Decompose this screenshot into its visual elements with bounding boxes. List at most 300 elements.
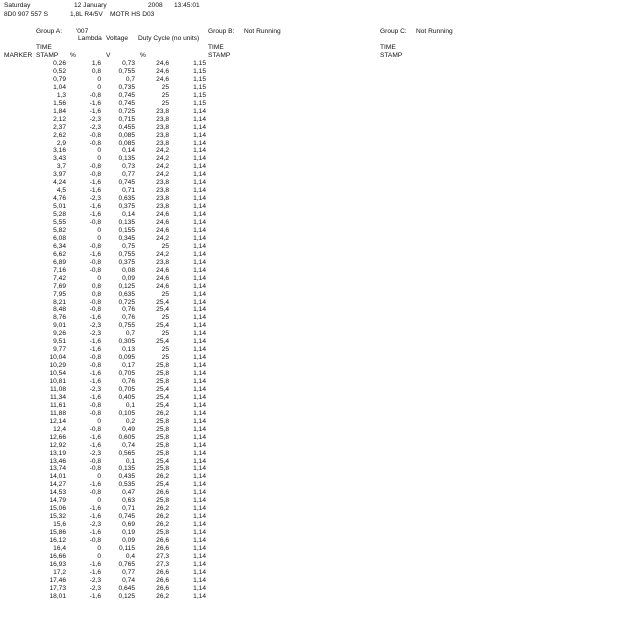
table-row [0,228,220,236]
header-year: 2008 [148,2,163,9]
duty-cycle-cell: 26,2 [156,513,169,521]
extra-cell: 1,14 [193,584,206,592]
extra-cell: 1,14 [193,330,206,338]
time-stamp-cell: 11,61 [49,401,66,409]
duty-cycle-cell: 24,2 [156,147,169,155]
extra-cell: 1,14 [193,171,206,179]
lambda-cell: -0,8 [89,258,101,266]
duty-cycle-cell: 26,6 [156,537,169,544]
voltage-cell: 0,74 [122,576,135,584]
duty-cycle-cell: 26,2 [156,505,169,513]
time-stamp-cell: 0,26 [53,60,66,67]
extra-cell: 1,14 [193,258,206,266]
lambda-cell: -1,6 [89,433,101,441]
time-stamp-cell: 1,84 [53,107,66,115]
lambda-cell: -1,6 [89,378,101,385]
voltage-cell: 0,69 [122,521,135,529]
voltage-cell: 0,1 [125,401,135,409]
extra-cell: 1,14 [193,187,206,195]
time-stamp-cell: 13,74 [49,465,66,473]
lambda-cell: 0,8 [91,290,101,298]
time-stamp-cell: 12,4 [53,425,66,433]
lambda-cell: -1,6 [89,560,101,568]
voltage-cell: 0,745 [118,99,135,107]
table-row [0,339,220,347]
time-stamp-cell: 12,66 [49,433,66,441]
header-part-number: 8D0 907 557 S [4,11,48,18]
voltage-cell: 0,77 [122,171,135,179]
extra-cell: 1,14 [193,513,206,521]
col-unit-v: V [106,52,111,59]
extra-cell: 1,14 [193,529,206,537]
time-stamp-cell: 6,89 [53,258,66,266]
extra-cell: 1,14 [193,473,206,481]
time-stamp-cell: 16,66 [49,552,66,560]
duty-cycle-cell: 25 [161,354,169,362]
duty-cycle-cell: 25,8 [156,529,169,537]
voltage-cell: 0,755 [118,322,135,330]
voltage-cell: 0,345 [118,234,135,242]
col-stamp-b: STAMP [208,52,231,59]
extra-cell: 1,14 [193,362,206,370]
duty-cycle-cell: 23,8 [156,179,169,187]
extra-cell: 1,14 [193,123,206,131]
lambda-cell: -0,8 [89,401,101,409]
voltage-cell: 0,745 [118,179,135,187]
lambda-cell: -0,8 [89,171,101,179]
duty-cycle-cell: 25,4 [156,457,169,465]
time-stamp-cell: 15,86 [49,529,66,537]
duty-cycle-cell: 27,3 [156,552,169,560]
duty-cycle-cell: 23,8 [156,107,169,115]
lambda-cell: -1,6 [89,513,101,521]
table-row [0,236,220,244]
lambda-cell: -0,8 [89,465,101,473]
lambda-cell: 0 [97,75,101,83]
duty-cycle-cell: 23,8 [156,123,169,131]
duty-cycle-cell: 25 [161,83,169,91]
voltage-cell: 0,19 [122,529,135,537]
voltage-cell: 0,49 [122,425,135,433]
duty-cycle-cell: 25,4 [156,393,169,401]
table-row [0,69,220,77]
voltage-cell: 0,76 [122,314,135,322]
voltage-cell: 0,755 [118,67,135,75]
table-row [0,443,220,451]
time-stamp-cell: 1,3 [56,91,66,99]
group-b-label: Group B: [208,28,235,35]
time-stamp-cell: 3,43 [53,155,66,163]
time-stamp-cell: 2,9 [56,139,66,147]
duty-cycle-cell: 25,8 [156,425,169,433]
lambda-cell: -0,8 [89,91,101,99]
extra-cell: 1,14 [193,425,206,433]
time-stamp-cell: 15,6 [53,521,66,529]
table-row [0,125,220,133]
voltage-cell: 0,14 [122,147,135,155]
table-row [0,538,220,546]
table-row [0,451,220,459]
duty-cycle-cell: 24,2 [156,163,169,171]
voltage-cell: 0,1 [125,457,135,465]
lambda-cell: -1,6 [89,505,101,513]
duty-cycle-cell: 26,6 [156,576,169,584]
time-stamp-cell: 14,01 [49,473,66,481]
time-stamp-cell: 2,62 [53,131,66,139]
table-row [0,85,220,93]
extra-cell: 1,14 [193,409,206,417]
lambda-cell: -0,8 [89,425,101,433]
duty-cycle-cell: 27,3 [156,560,169,568]
duty-cycle-cell: 25 [161,290,169,298]
lambda-cell: -2,3 [89,521,101,529]
extra-cell: 1,14 [193,338,206,346]
lambda-cell: 0 [97,147,101,155]
time-stamp-cell: 16,12 [49,537,66,544]
voltage-cell: 0,765 [118,560,135,568]
lambda-cell: -0,8 [89,266,101,274]
lambda-cell: -2,3 [89,576,101,584]
extra-cell: 1,14 [193,393,206,401]
lambda-cell: 0 [97,417,101,425]
duty-cycle-cell: 26,2 [156,473,169,481]
table-row [0,403,220,411]
table-row [0,466,220,474]
lambda-cell: -1,6 [89,99,101,107]
col-duty-cycle: Duty Cycle (no units) [138,35,200,42]
table-row [0,292,220,300]
table-row [0,260,220,268]
lambda-cell: -1,6 [89,568,101,576]
table-row [0,411,220,419]
extra-cell: 1,14 [193,250,206,258]
voltage-cell: 0,17 [122,362,135,370]
voltage-cell: 0,08 [122,266,135,274]
time-stamp-cell: 6,08 [53,234,66,242]
extra-cell: 1,15 [193,60,206,67]
table-row [0,180,220,188]
lambda-cell: -1,6 [89,203,101,211]
voltage-cell: 0,405 [118,393,135,401]
time-stamp-cell: 11,08 [49,385,66,393]
time-stamp-cell: 9,51 [53,338,66,346]
time-stamp-cell: 15,32 [49,513,66,521]
time-stamp-cell: 12,14 [49,417,66,425]
duty-cycle-cell: 25,8 [156,417,169,425]
col-stamp-a: STAMP [36,52,59,59]
extra-cell: 1,14 [193,417,206,425]
lambda-cell: -2,3 [89,115,101,123]
table-row [0,363,220,371]
lambda-cell: 0 [97,552,101,560]
voltage-cell: 0,725 [118,107,135,115]
extra-cell: 1,14 [193,115,206,123]
duty-cycle-cell: 26,6 [156,489,169,497]
time-stamp-cell: 2,12 [53,115,66,123]
voltage-cell: 0,705 [118,385,135,393]
time-stamp-cell: 17,2 [53,568,66,576]
extra-cell: 1,14 [193,568,206,576]
time-stamp-cell: 14,79 [49,497,66,505]
extra-cell: 1,14 [193,370,206,378]
table-row [0,498,220,506]
group-c-value: Not Running [416,28,453,35]
header-controller: MOTR HS D03 [110,11,155,18]
header-date: 12 January [74,2,107,9]
duty-cycle-cell: 25 [161,314,169,322]
duty-cycle-cell: 26,6 [156,544,169,552]
table-row [0,355,220,363]
voltage-cell: 0,645 [118,584,135,592]
extra-cell: 1,15 [193,91,206,99]
lambda-cell: -1,6 [89,179,101,187]
voltage-cell: 0,09 [122,537,135,544]
extra-cell: 1,14 [193,306,206,314]
lambda-cell: -1,6 [89,187,101,195]
time-stamp-cell: 17,46 [49,576,66,584]
lambda-cell: -1,6 [89,346,101,354]
duty-cycle-cell: 25,8 [156,441,169,449]
time-stamp-cell: 16,4 [53,544,66,552]
duty-cycle-cell: 25 [161,99,169,107]
voltage-cell: 0,47 [122,489,135,497]
time-stamp-cell: 10,29 [49,362,66,370]
extra-cell: 1,14 [193,552,206,560]
lambda-cell: -1,6 [89,314,101,322]
extra-cell: 1,15 [193,99,206,107]
table-row [0,395,220,403]
table-row [0,252,220,260]
time-stamp-cell: 15,06 [49,505,66,513]
time-stamp-cell: 10,54 [49,370,66,378]
table-row [0,133,220,141]
voltage-cell: 0,135 [118,155,135,163]
table-row [0,435,220,443]
lambda-cell: -0,8 [89,163,101,171]
lambda-cell: -1,6 [89,338,101,346]
extra-cell: 1,14 [193,290,206,298]
voltage-cell: 0,7 [125,75,135,83]
extra-cell: 1,14 [193,465,206,473]
time-stamp-cell: 11,88 [49,409,66,417]
table-row [0,284,220,292]
group-c-label: Group C: [380,28,407,35]
table-row [0,570,220,578]
time-stamp-cell: 6,62 [53,250,66,258]
table-row [0,594,220,602]
group-b-value: Not Running [244,28,281,35]
duty-cycle-cell: 26,6 [156,568,169,576]
time-stamp-cell: 14,53 [49,489,66,497]
table-row [0,474,220,482]
table-row [0,371,220,379]
lambda-cell: -0,8 [89,306,101,314]
extra-cell: 1,14 [193,282,206,290]
duty-cycle-cell: 24,2 [156,171,169,179]
voltage-cell: 0,125 [118,592,135,600]
lambda-cell: -1,6 [89,250,101,258]
table-row [0,546,220,554]
voltage-cell: 0,4 [125,552,135,560]
voltage-cell: 0,71 [122,187,135,195]
table-row [0,347,220,355]
group-a-value: '007 [76,28,89,35]
col-lambda: Lambda [78,35,102,42]
extra-cell: 1,14 [193,195,206,203]
time-stamp-cell: 4,5 [56,187,66,195]
time-stamp-cell: 1,56 [53,99,66,107]
voltage-cell: 0,105 [118,409,135,417]
table-row [0,220,220,228]
duty-cycle-cell: 24,6 [156,211,169,219]
extra-cell: 1,14 [193,521,206,529]
lambda-cell: 0 [97,226,101,234]
voltage-cell: 0,735 [118,83,135,91]
extra-cell: 1,14 [193,298,206,306]
time-stamp-cell: 7,16 [53,266,66,274]
extra-cell: 1,14 [193,211,206,219]
extra-cell: 1,14 [193,242,206,250]
voltage-cell: 0,085 [118,139,135,147]
extra-cell: 1,14 [193,497,206,505]
time-stamp-cell: 7,69 [53,282,66,290]
table-row [0,204,220,212]
duty-cycle-cell: 25,8 [156,449,169,457]
table-row [0,459,220,467]
time-stamp-cell: 7,42 [53,274,66,282]
time-stamp-cell: 5,01 [53,203,66,211]
extra-cell: 1,14 [193,489,206,497]
extra-cell: 1,14 [193,560,206,568]
voltage-cell: 0,13 [122,346,135,354]
extra-cell: 1,14 [193,592,206,600]
table-row [0,307,220,315]
lambda-cell: -0,8 [89,298,101,306]
lambda-cell: -1,6 [89,370,101,378]
table-row [0,427,220,435]
extra-cell: 1,14 [193,147,206,155]
time-stamp-cell: 16,93 [49,560,66,568]
time-stamp-cell: 10,04 [49,354,66,362]
time-stamp-cell: 12,92 [49,441,66,449]
table-row [0,387,220,395]
table-row [0,276,220,284]
voltage-cell: 0,535 [118,481,135,489]
lambda-cell: -1,6 [89,211,101,219]
table-row [0,562,220,570]
lambda-cell: 1,6 [91,60,101,67]
lambda-cell: -2,3 [89,584,101,592]
voltage-cell: 0,125 [118,282,135,290]
voltage-cell: 0,76 [122,378,135,385]
lambda-cell: -1,6 [89,481,101,489]
extra-cell: 1,14 [193,314,206,322]
table-row [0,244,220,252]
lambda-cell: -1,6 [89,107,101,115]
lambda-cell: -0,8 [89,242,101,250]
duty-cycle-cell: 24,2 [156,250,169,258]
table-row [0,77,220,85]
voltage-cell: 0,635 [118,290,135,298]
voltage-cell: 0,095 [118,354,135,362]
lambda-cell: -0,8 [89,354,101,362]
time-stamp-cell: 5,28 [53,211,66,219]
lambda-cell: -2,3 [89,322,101,330]
extra-cell: 1,14 [193,449,206,457]
extra-cell: 1,15 [193,67,206,75]
lambda-cell: -2,3 [89,195,101,203]
voltage-cell: 0,725 [118,298,135,306]
table-row [0,578,220,586]
time-stamp-cell: 17,73 [49,584,66,592]
duty-cycle-cell: 26,2 [156,592,169,600]
extra-cell: 1,14 [193,139,206,147]
voltage-cell: 0,755 [118,250,135,258]
table-row [0,419,220,427]
table-row [0,514,220,522]
extra-cell: 1,14 [193,457,206,465]
duty-cycle-cell: 24,6 [156,266,169,274]
duty-cycle-cell: 25,4 [156,385,169,393]
table-row [0,148,220,156]
lambda-cell: 0 [97,155,101,163]
duty-cycle-cell: 25,8 [156,465,169,473]
lambda-cell: -2,3 [89,123,101,131]
voltage-cell: 0,375 [118,203,135,211]
duty-cycle-cell: 24,2 [156,234,169,242]
time-stamp-cell: 8,76 [53,314,66,322]
table-row [0,331,220,339]
time-stamp-cell: 1,04 [53,83,66,91]
voltage-cell: 0,14 [122,211,135,219]
extra-cell: 1,14 [193,385,206,393]
lambda-cell: -0,8 [89,457,101,465]
duty-cycle-cell: 24,6 [156,282,169,290]
table-row [0,101,220,109]
table-row [0,554,220,562]
col-voltage: Voltage [106,35,128,42]
table-row [0,323,220,331]
extra-cell: 1,14 [193,107,206,115]
table-row [0,586,220,594]
lambda-cell: 0 [97,473,101,481]
table-row [0,196,220,204]
extra-cell: 1,14 [193,266,206,274]
duty-cycle-cell: 24,6 [156,274,169,282]
time-stamp-cell: 0,79 [53,75,66,83]
time-stamp-cell: 14,27 [49,481,66,489]
extra-cell: 1,14 [193,346,206,354]
lambda-cell: 0,8 [91,282,101,290]
time-stamp-cell: 8,21 [53,298,66,306]
col-unit-pct2: % [140,52,146,59]
extra-cell: 1,14 [193,131,206,139]
extra-cell: 1,14 [193,544,206,552]
voltage-cell: 0,455 [118,123,135,131]
duty-cycle-cell: 26,2 [156,409,169,417]
duty-cycle-cell: 23,8 [156,115,169,123]
table-row [0,379,220,387]
extra-cell: 1,14 [193,155,206,163]
table-row [0,93,220,101]
group-a-label: Group A: [36,28,63,35]
duty-cycle-cell: 25,4 [156,401,169,409]
lambda-cell: 0 [97,274,101,282]
table-row [0,268,220,276]
extra-cell: 1,14 [193,433,206,441]
duty-cycle-cell: 25,4 [156,481,169,489]
voltage-cell: 0,705 [118,370,135,378]
